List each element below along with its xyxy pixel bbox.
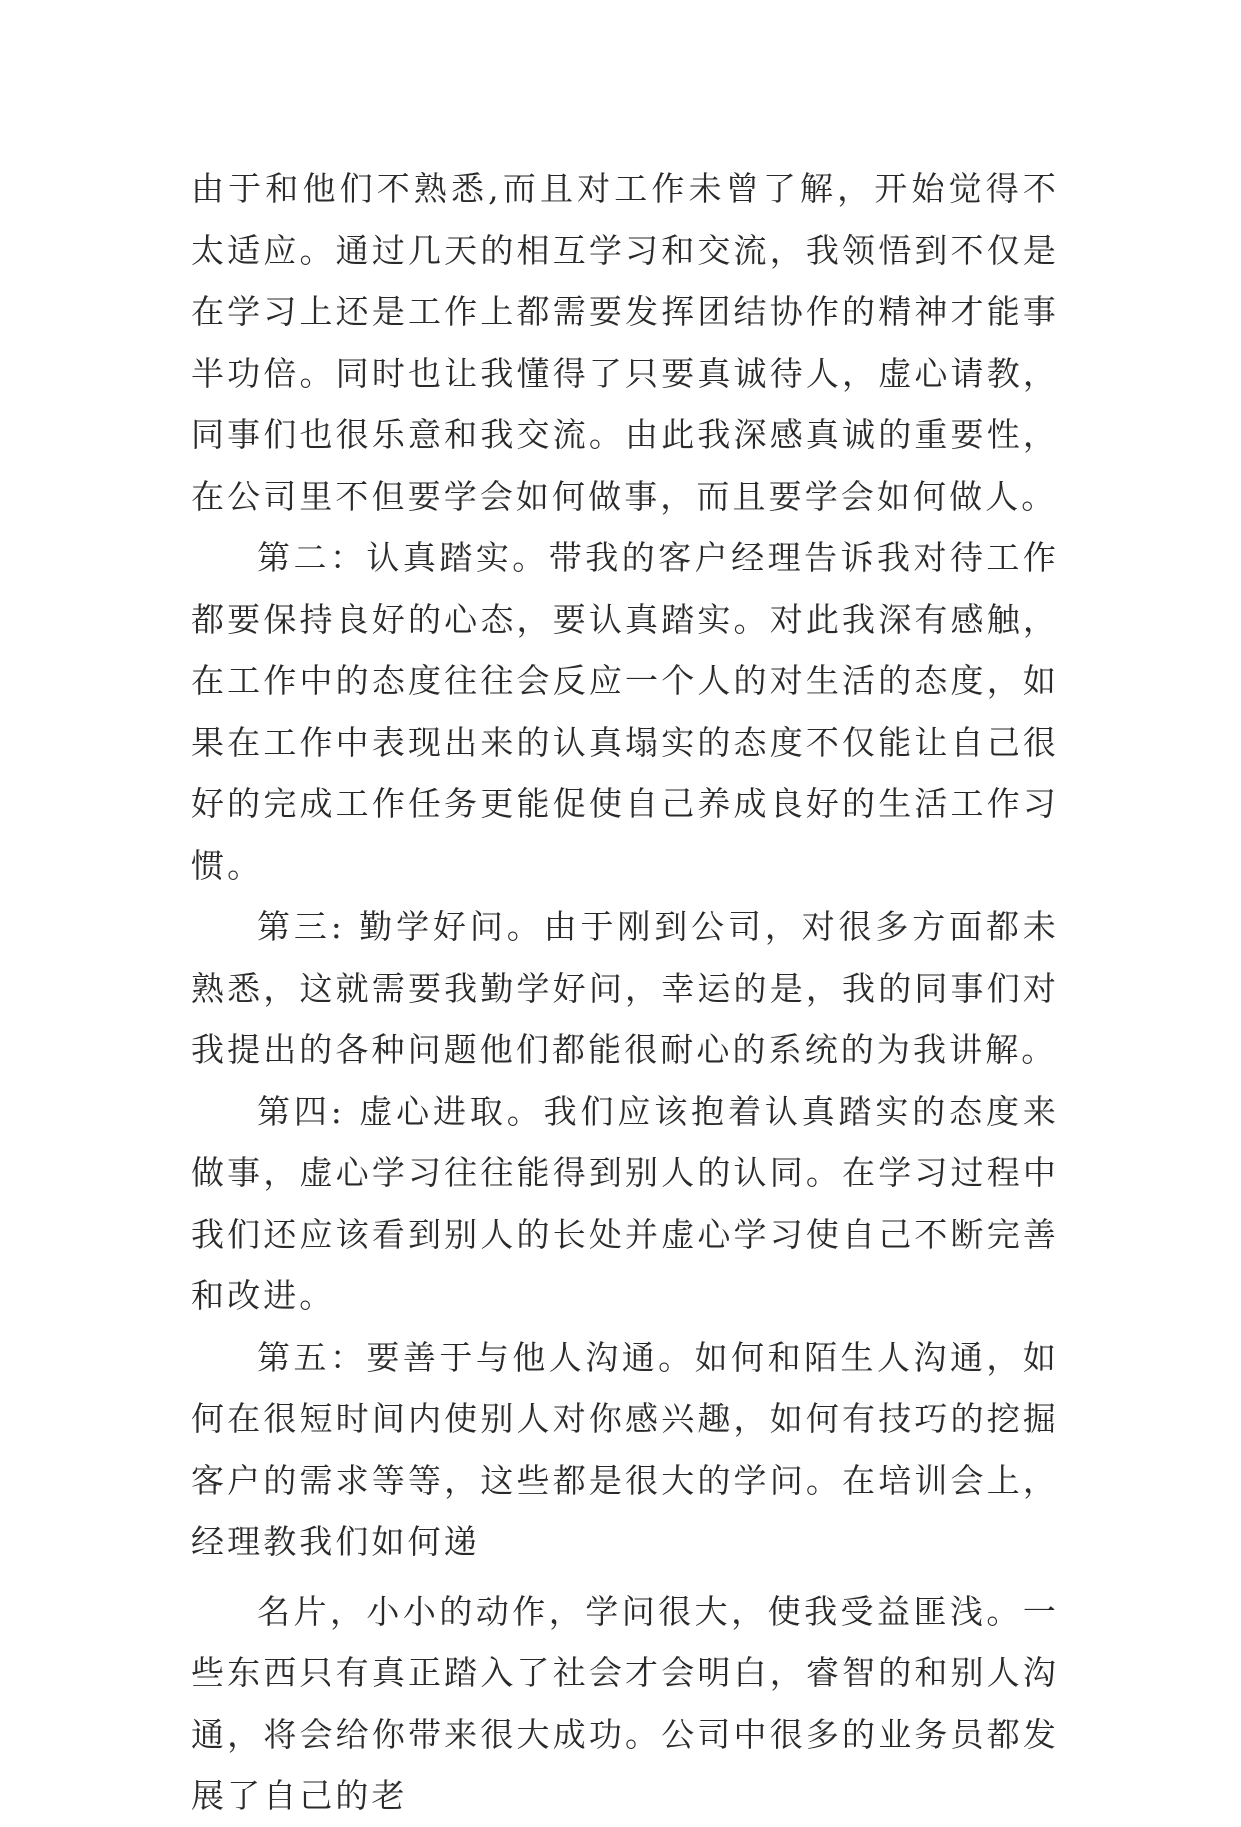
paragraph-6: 名片，小小的动作，学问很大，使我受益匪浅。一些东西只有真正踏入了社会才会明白，睿智的和别人沟通，将会给你带来很大成功。公司中很多的业务员都发展了自己的老 [191, 1591, 1059, 1815]
paragraph-1: 由于和他们不熟悉,而且对工作未曾了解，开始觉得不太适应。通过几天的相互学习和交流，我领悟到不仅是在学习上还是工作上都需要发挥团结协作的精神才能事半功倍。同时也让我懂得了只要真诚待人，虚心请教，同事们也很乐意和我交流。由此我深感真诚的重要性，在公司里不但要学会如何做事，而且要学会如何做人。 [191, 169, 1059, 516]
paragraph-3: 第三: 勤学好问。由于刚到公司，对很多方面都未熟悉，这就需要我勤学好问，幸运的是，我的同事们对我提出的各种问题他们都能很耐心的系统的为我讲解。 [191, 907, 1059, 1069]
paragraph-5: 第五：要善于与他人沟通。如何和陌生人沟通，如何在很短时间内使别人对你感兴趣，如何有技巧的挖掘客户的需求等等，这些都是很大的学问。在培训会上，经理教我们如何递 [191, 1337, 1059, 1561]
paragraph-4: 第四: 虚心进取。我们应该抱着认真踏实的态度来做事，虚心学习往往能得到别人的认同。在学习过程中我们还应该看到别人的长处并虚心学习使自己不断完善和改进。 [191, 1091, 1059, 1315]
document-body [191, 158, 1059, 1827]
paragraph-2: 第二：认真踏实。带我的客户经理告诉我对待工作都要保持良好的心态，要认真踏实。对此我深有感触，在工作中的态度往往会反应一个人的对生活的态度，如果在工作中表现出来的认真塌实的态度不仅能让自己很好的完成工作任务更能促使自己养成良好的生活工作习惯。 [191, 538, 1059, 885]
